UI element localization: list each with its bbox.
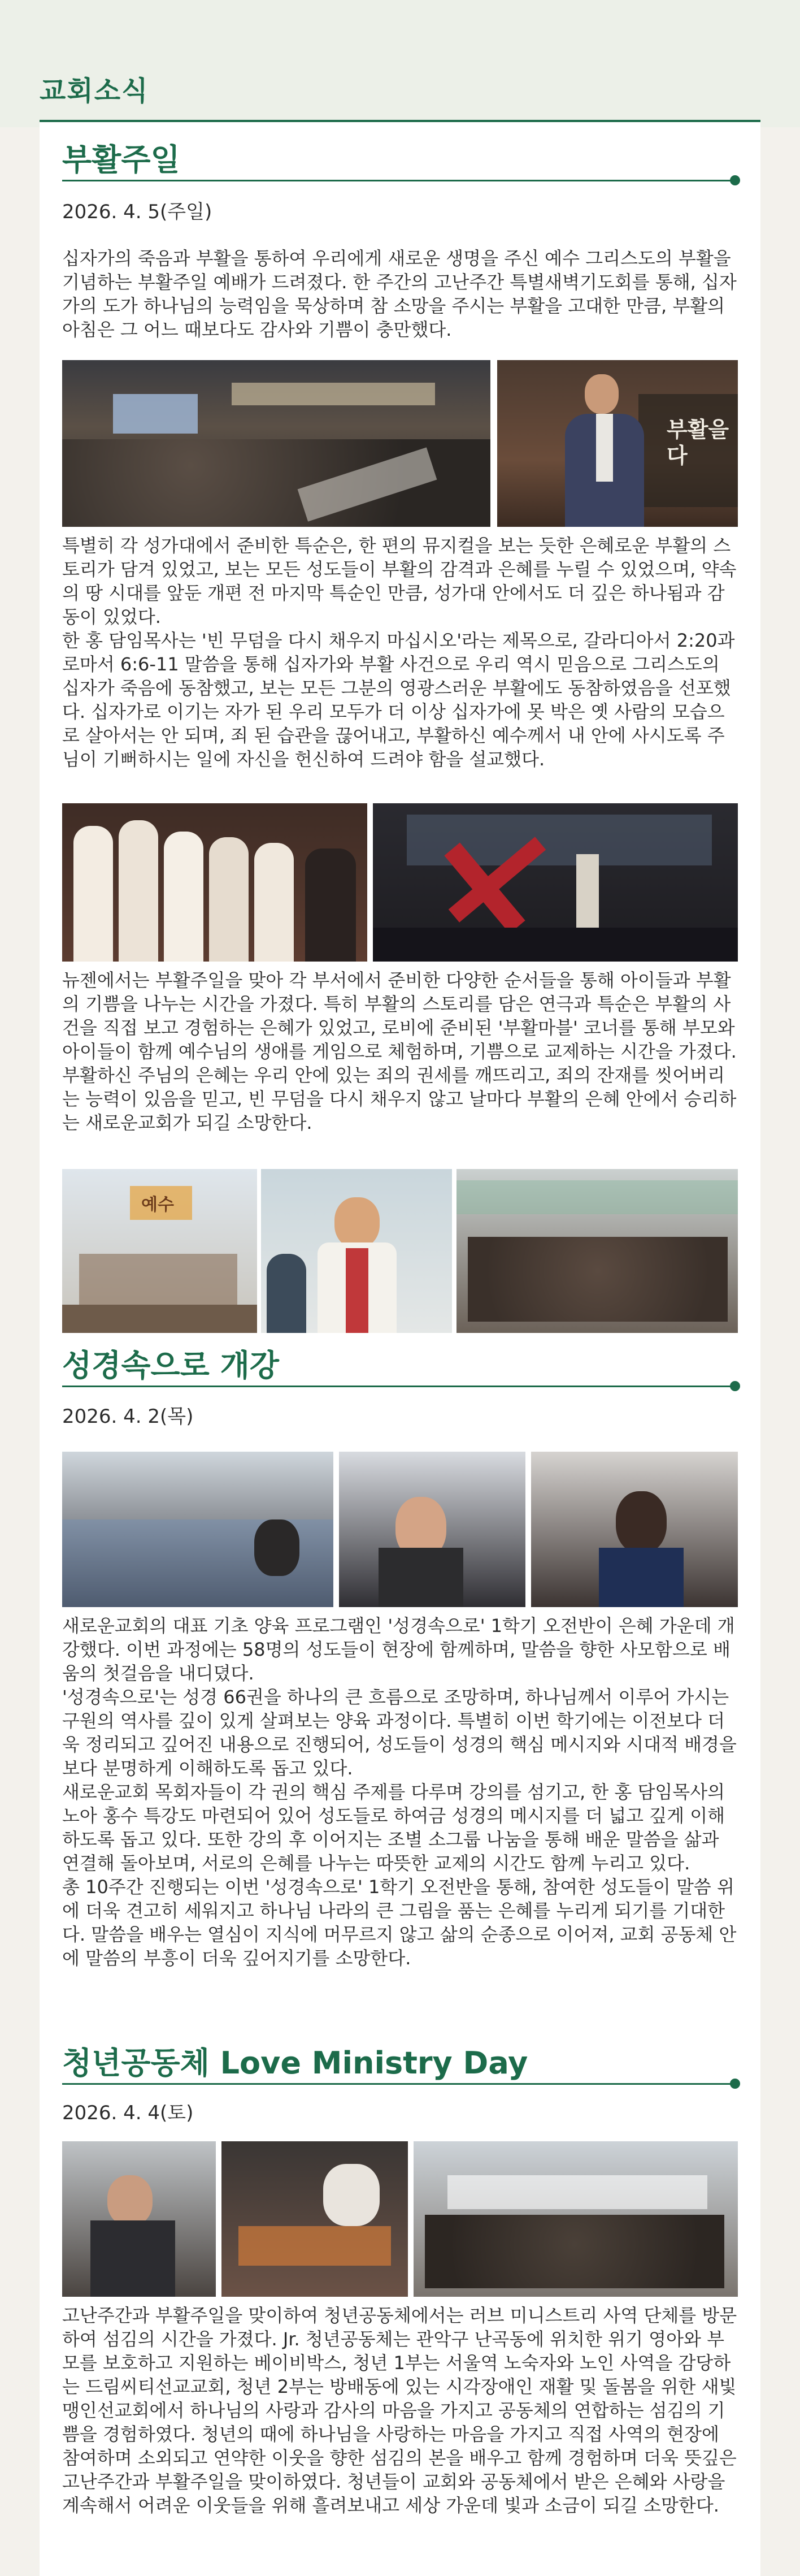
photo-group-gathering [456, 1169, 738, 1333]
section-rule-love-ministry [62, 2083, 734, 2085]
photo-pastor-preaching [497, 360, 738, 527]
photo-jesus-cutout [261, 1169, 452, 1333]
section-title-easter: 부활주일 [62, 142, 180, 177]
stage-sign-text: 부활을 다 [667, 417, 729, 468]
photo-volunteer-2 [221, 2141, 408, 2297]
photo-volunteer-1 [62, 2141, 216, 2297]
easter-paragraph-2: 특별히 각 성가대에서 준비한 특순은, 한 편의 뮤지컬을 보는 듯한 은혜로운 부활의 스토리가 담겨 있었고, 보는 모든 성도들이 부활의 감격과 은혜를 누릴 수 있었으며, 약속의 땅 시대를 앞둔 개편 전 마지막 특순인 만큼, 성가대 안에서도 더 깊은 하나됨과 감동이 있었다. 한 홍 담임목사는 '빈 무덤을 다시 채우지 마십시오'라는 제목으로, 갈라디아서 2:20과 로마서 6:6-11 말씀을 통해 십자가와 부활 사건으로 우리 역시 믿음으로 그리스도의 십자가 죽음에 동참했고, 보는 모든 그분의 영광스러운 부활에도 동참하였음을 선포했다. 십자가로 이기는 자가 된 우리 모두가 더 이상 십자가에 못 박은 옛 사람의 모습으로 살아서는 안 되며, 죄 된 습관을 끊어내고, 부활하신 예수께서 내 안에 사시도록 주님이 기뻐하시는 일에 자신을 헌신하여 드려야 함을 설교했다. [62, 535, 737, 770]
easter-paragraph-1: 십자가의 죽음과 부활을 통하여 우리에게 새로운 생명을 주신 예수 그리스도의 부활을 기념하는 부활주일 예배가 드려졌다. 한 주간의 고난주간 특별새벽기도회를 통해, 십자가의 도가 하나님의 능력임을 묵상하며 참 소망을 주시는 부활을 고대한 만큼, 부활의 아침은 그 어느 때보다도 감사와 기쁨이 충만했다. [62, 248, 737, 340]
section-rule-bible-course [62, 1386, 734, 1387]
jesus-banner-text: 예수 [141, 1195, 174, 1215]
section-date-bible-course: 2026. 4. 2(목) [62, 1405, 194, 1428]
section-date-love-ministry: 2026. 4. 4(토) [62, 2102, 194, 2124]
section-date-easter: 2026. 4. 5(주일) [62, 201, 212, 223]
page-title: 교회소식 [40, 75, 149, 107]
bible-course-paragraph-1: 새로운교회의 대표 기초 양육 프로그램인 '성경속으로' 1학기 오전반이 은혜 가운데 개강했다. 이번 과정에는 58명의 성도들이 현장에 함께하며, 말씀을 향한 사모함으로 배움의 첫걸음을 내디뎠다. '성경속으로'는 성경 66권을 하나의 큰 흐름으로 조망하며, 하나님께서 이루어 가시는 구원의 역사를 깊이 있게 살펴보는 양육 과정이다. 특별히 이번 학기에는 이전보다 더욱 정리되고 깊어진 내용으로 진행되어, 성도들이 성경의 핵심 메시지와 시대적 배경을 보다 분명하게 이해하도록 돕고 있다. 새로운교회 목회자들이 각 권의 핵심 주제를 다루며 강의를 섬기고, 한 홍 담임목사의 노아 홍수 특강도 마련되어 있어 성도들로 하여금 성경의 메시지를 더 넓고 깊게 이해하도록 돕고 있다. 또한 강의 후 이어지는 조별 소그룹 나눔을 통해 배운 말씀을 삶과 연결해 돌아보며, 서로의 은혜를 나누는 따뜻한 교제의 시간도 함께 누리고 있다. 총 10주간 진행되는 이번 '성경속으로' 1학기 오전반을 통해, 참여한 성도들이 말씀 위에 더욱 견고히 세워지고 하나님 나라의 큰 그림을 품는 은혜를 누리게 되기를 기대한다. 말씀을 배우는 열심이 지식에 머무르지 않고 삶의 순종으로 이어져, 교회 공동체 안에 말씀의 부흥이 더욱 깊어지기를 소망한다. [62, 1615, 737, 1969]
love-ministry-paragraph-1: 고난주간과 부활주일을 맞이하여 청년공동체에서는 러브 미니스트리 사역 단체를 방문하여 섬김의 시간을 가졌다. Jr. 청년공동체는 관악구 난곡동에 위치한 위기 영아와 부모를 보호하고 지원하는 베이비박스, 청년 1부는 서울역 노숙자와 노인 사역을 감당하는 드림씨티선교교회, 청년 2부는 방배동에 있는 시각장애인 재활 및 돌봄을 위한 새빛맹인선교회에서 하나님의 사랑과 감사의 마음을 가지고 공동체의 연합하는 섬김의 기쁨을 경험하였다. 청년의 때에 하나님을 사랑하는 마음을 가지고 직접 사역의 현장에 참여하며 소외되고 연약한 이웃을 향한 섬김의 본을 배우고 함께 경험하며 더욱 뜻깊은 고난주간과 부활주일을 맞이하였다. 청년들이 교회와 공동체에서 받은 은혜와 사랑을 계속해서 어려운 이웃들을 위해 흘려보내고 세상 가운데 빛과 소금이 되길 소망한다. [62, 2305, 737, 2516]
photo-kids-performance [62, 1169, 257, 1333]
photo-congregation-worship [62, 360, 490, 527]
header-band [0, 0, 800, 127]
photo-choir-singing [62, 803, 367, 962]
photo-volunteer-group [414, 2141, 738, 2297]
easter-paragraph-3: 뉴젠에서는 부활주일을 맞아 각 부서에서 준비한 다양한 순서들을 통해 아이들과 부활의 기쁨을 나누는 시간을 가졌다. 특히 부활의 스토리를 담은 연극과 특순은 부활의 사건을 직접 보고 경험하는 은혜가 있었고, 로비에 준비된 '부활마블' 코너를 통해 부모와 아이들이 함께 예수님의 생애를 게임으로 체험하며, 기쁨으로 교제하는 시간을 가졌다. 부활하신 주님의 은혜는 우리 안에 있는 죄의 권세를 깨뜨리고, 죄의 잔재를 씻어버리는 능력이 있음을 믿고, 빈 무덤을 다시 채우지 않고 날마다 부활의 은혜 안에서 승리하는 새로운교회가 되길 소망한다. [62, 969, 737, 1133]
section-title-love-ministry: 청년공동체 Love Ministry Day [62, 2045, 528, 2081]
section-rule-easter [62, 180, 734, 181]
photo-bible-class-1 [62, 1452, 333, 1607]
section-title-bible-course: 성경속으로 개강 [62, 1348, 279, 1383]
photo-bible-class-3 [531, 1452, 738, 1607]
photo-easter-play-cross [373, 803, 738, 962]
photo-bible-class-2 [339, 1452, 525, 1607]
